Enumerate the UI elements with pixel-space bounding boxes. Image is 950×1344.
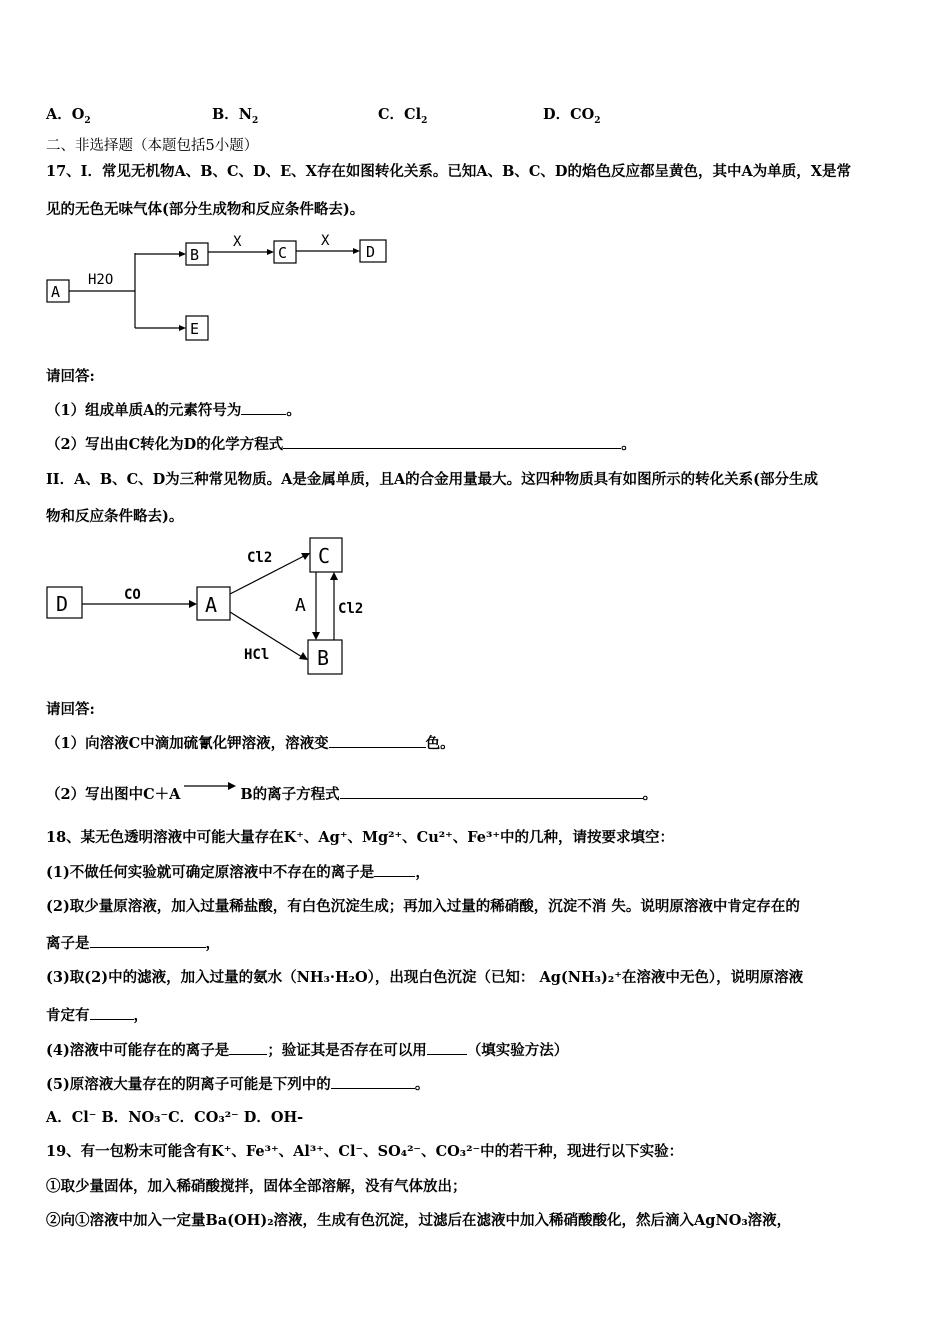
node-c: C bbox=[318, 544, 331, 568]
blank[interactable] bbox=[427, 1040, 467, 1055]
q18-5: (5)原溶液大量存在的阴离子可能是下列中的 。 bbox=[46, 1076, 430, 1093]
q18-4: (4)溶液中可能存在的离子是 ；验证其是否存在可以用 （填实验方法） bbox=[46, 1042, 569, 1059]
q17-part2-1: II．A、B、C、D为三种常见物质。A是金属单质，且A的合金用量最大。这四种物质具有如图所示的转化关系(部分生成 bbox=[46, 471, 819, 488]
blank[interactable] bbox=[229, 1040, 267, 1055]
blank[interactable] bbox=[283, 434, 621, 449]
ask-1: 请回答: bbox=[46, 368, 95, 385]
reagent-cl2-top: Cl2 bbox=[247, 550, 273, 566]
node-b: B bbox=[190, 246, 200, 264]
q17-intro-1: 17、I．常见无机物A、B、C、D、E、X存在如图转化关系。已知A、B、C、D的焰色反应都呈黄色，其中A为单质，X是常 bbox=[46, 163, 852, 180]
blank[interactable] bbox=[90, 933, 206, 948]
q17-2: （2）写出由C转化为D的化学方程式 。 bbox=[46, 436, 636, 453]
node-a: A bbox=[51, 283, 61, 301]
q18-options: A．Cl⁻ B．NO₃⁻C．CO₃²⁻ D．OH- bbox=[46, 1109, 304, 1126]
node-a: A bbox=[205, 593, 218, 617]
option-a: A．$O_2$ bbox=[46, 106, 91, 126]
arrow-icon bbox=[182, 779, 238, 793]
ask-2: 请回答: bbox=[46, 701, 95, 718]
q18-2b: 离子是 ， bbox=[46, 935, 220, 952]
q17-part2-2: 物和反应条件略去)。 bbox=[46, 508, 184, 525]
blank[interactable] bbox=[329, 733, 426, 748]
node-d: D bbox=[366, 243, 376, 261]
option-b: B．$N_2$ bbox=[212, 106, 259, 126]
q18-intro: 18、某无色透明溶液中可能大量存在K⁺、Ag⁺、Mg²⁺、Cu²⁺、Fe³⁺中的几种，请按要求填空： bbox=[46, 829, 674, 846]
reagent-x-1: X bbox=[233, 234, 242, 250]
blank[interactable] bbox=[241, 400, 286, 415]
q18-3a: (3)取(2)中的滤液，加入过量的氨水（NH₃·H₂O），出现白色沉淀（已知： Ag(NH₃)₂⁺在溶液中无色），说明原溶液 bbox=[46, 969, 804, 986]
q19-step2: ②向①溶液中加入一定量Ba(OH)₂溶液，生成有色沉淀，过滤后在滤液中加入稀硝酸酸化，然后滴入AgNO₃溶液， bbox=[46, 1212, 792, 1229]
node-b: B bbox=[317, 646, 330, 670]
reagent-x-2: X bbox=[321, 233, 330, 249]
node-d: D bbox=[56, 592, 69, 616]
q18-2a: (2)取少量原溶液，加入过量稀盐酸，有白色沉淀生成；再加入过量的稀硝酸，沉淀不消 失。说明原溶液中肯定存在的 bbox=[46, 898, 800, 915]
reagent-co: CO bbox=[124, 587, 141, 603]
conversion-diagram-2 bbox=[40, 532, 380, 682]
reagent-cl2-right: Cl2 bbox=[338, 601, 364, 617]
reagent-h2o: H2O bbox=[88, 272, 114, 288]
section-title: 二、非选择题（本题包括5小题） bbox=[46, 138, 259, 154]
option-d: D．$CO_2$ bbox=[543, 106, 601, 126]
option-c: C．$Cl_2$ bbox=[378, 106, 428, 126]
q19-step1: ①取少量固体，加入稀硝酸搅拌，固体全部溶解，没有气体放出； bbox=[46, 1178, 467, 1195]
conversion-diagram-1 bbox=[40, 228, 400, 348]
blank[interactable] bbox=[340, 784, 643, 799]
blank[interactable] bbox=[90, 1005, 134, 1020]
q17-p2: （2）写出图中C＋A B的离子方程式 。 bbox=[46, 779, 657, 805]
blank[interactable] bbox=[374, 862, 415, 877]
q17-1: （1）组成单质A的元素符号为 。 bbox=[46, 402, 301, 419]
node-e: E bbox=[190, 320, 200, 338]
reagent-hcl: HCl bbox=[244, 647, 270, 663]
q17-intro-2: 见的无色无味气体(部分生成物和反应条件略去)。 bbox=[46, 201, 365, 218]
q17-p1: （1）向溶液C中滴加硫氰化钾溶液，溶液变 色。 bbox=[46, 735, 455, 752]
reagent-a: A bbox=[295, 595, 306, 616]
q18-1: (1)不做任何实验就可确定原溶液中不存在的离子是 ， bbox=[46, 864, 430, 881]
node-c: C bbox=[278, 244, 288, 262]
q18-3b: 肯定有 ， bbox=[46, 1007, 148, 1024]
blank[interactable] bbox=[331, 1074, 415, 1089]
q19-intro: 19、有一包粉末可能含有K⁺、Fe³⁺、Al³⁺、Cl⁻、SO₄²⁻、CO₃²⁻中的若干种，现进行以下实验： bbox=[46, 1143, 684, 1160]
